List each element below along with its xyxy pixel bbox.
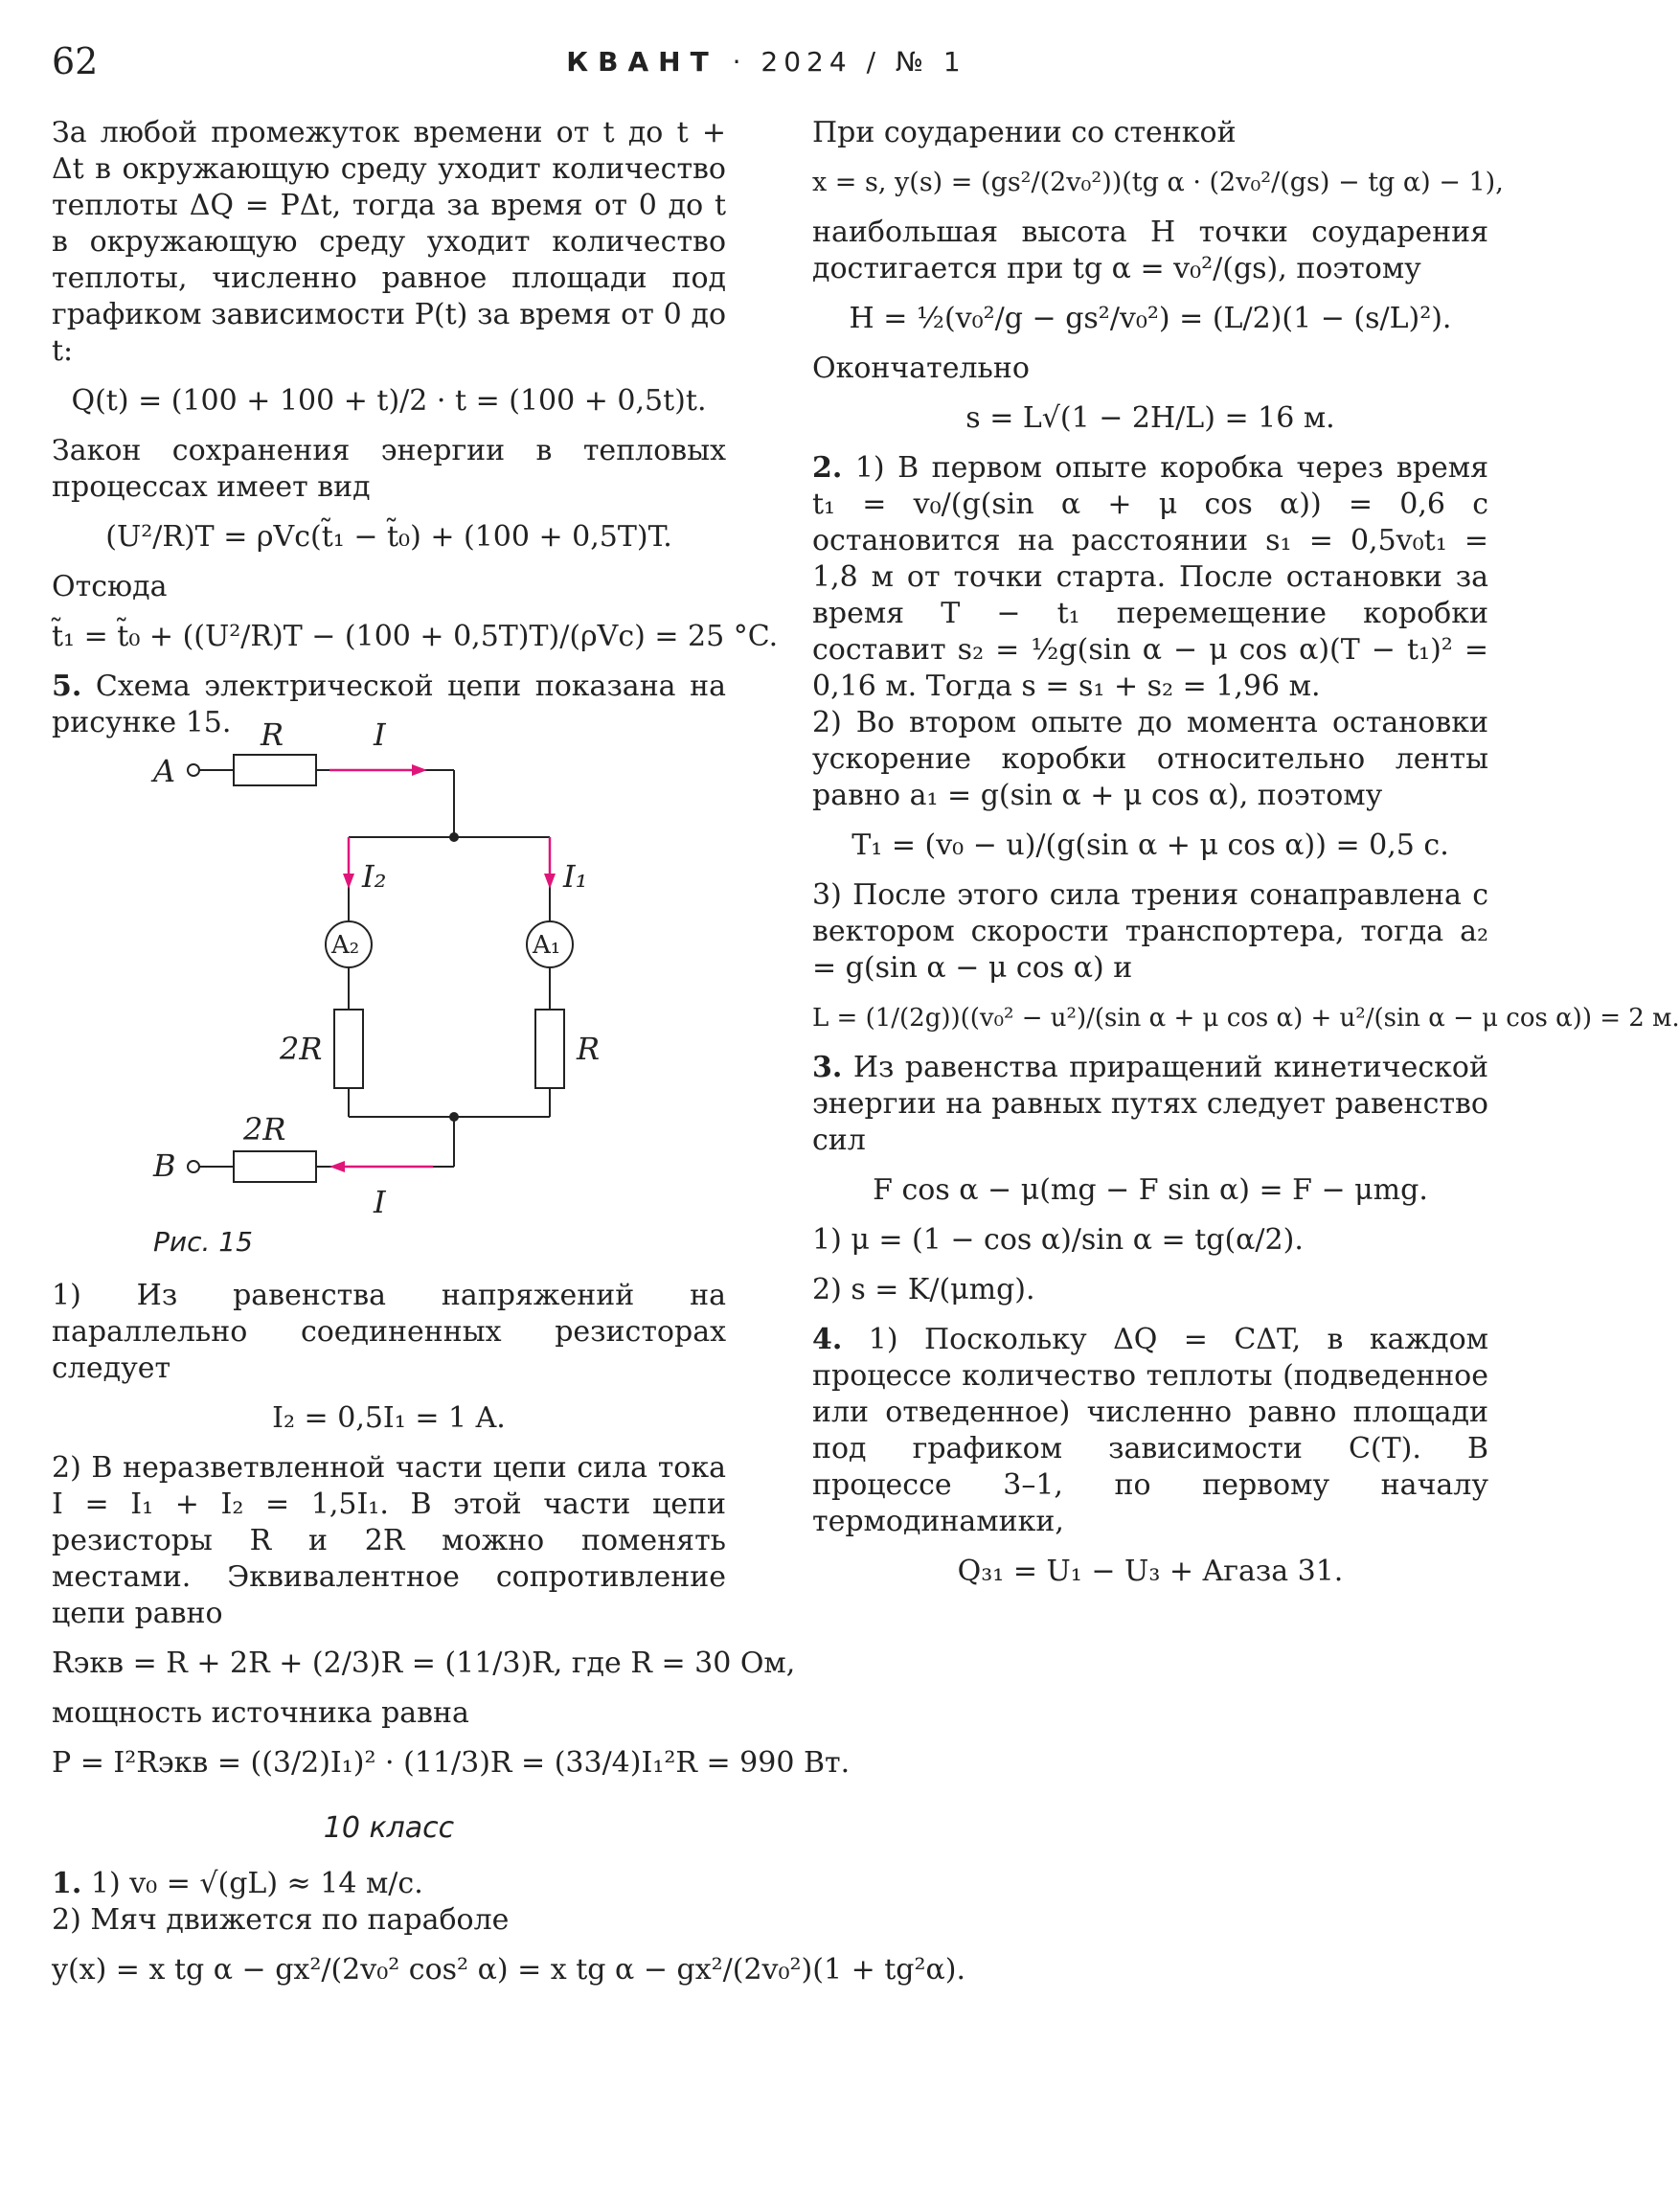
header-separator: · bbox=[717, 46, 761, 78]
section-heading: 10 класс bbox=[323, 1811, 455, 1845]
label-i1: I₁ bbox=[563, 858, 588, 895]
paragraph: За любой промежуток времени от t до t + Δt в окружающую среду уходит количество теплоты ΔQ = PΔt, тогда за время от 0 до t в окружающую среду уходит количество теплоты, численно равное площади под графиком зависимости P(t) за время от 0 до t: bbox=[52, 116, 726, 368]
paragraph: 1) Из равенства напряжений на параллельно соединенных резисторах следует bbox=[52, 1279, 726, 1385]
figure-caption: Рис. 15 bbox=[153, 1226, 253, 1258]
paragraph bbox=[812, 1322, 1488, 1540]
paragraph: 2) Во втором опыте до момента остановки ускорение коробки относительно ленты равно a₁ = g(sin α + μ cos α), поэтому bbox=[812, 706, 1488, 812]
journal-title: КВАНТ bbox=[566, 46, 718, 78]
problem-number: 2. bbox=[812, 451, 843, 485]
formula: 2) s = K/(μmg). bbox=[812, 1273, 1035, 1306]
label-r-right: R bbox=[577, 1031, 601, 1067]
problem-number: 1. bbox=[52, 1867, 82, 1900]
problem-number: 3. bbox=[812, 1051, 843, 1084]
label-2r: 2R bbox=[280, 1031, 323, 1067]
paragraph: Закон сохранения энергии в тепловых процессах имеет вид bbox=[52, 434, 726, 504]
problem-number: 4. bbox=[812, 1323, 843, 1356]
paragraph bbox=[812, 450, 1488, 705]
problem-text: 1) Поскольку ΔQ = CΔT, в каждом процессе количество теплоты (подведенное или отведенное) численно равно площади под графиком зависимости C(T). В процессе 3–1, по первому началу термодинамики, bbox=[812, 1323, 1488, 1538]
label-r: R bbox=[261, 716, 284, 753]
formula: I₂ = 0,5I₁ = 1 A. bbox=[272, 1401, 506, 1435]
problem-text: 1) v₀ = √(gL) ≈ 14 м/с. bbox=[81, 1867, 423, 1900]
resistor-2r-left bbox=[334, 1010, 363, 1088]
paragraph: Отсюда bbox=[52, 570, 168, 603]
page-number: 62 bbox=[52, 40, 99, 82]
paragraph: Окончательно bbox=[812, 352, 1030, 385]
formula: (U²/R)T = ρVc(t̃₁ − t̃₀) + (100 + 0,5T)T. bbox=[105, 520, 672, 554]
paragraph: наибольшая высота H точки соударения достигается при tg α = v₀²/(gs), поэтому bbox=[812, 216, 1488, 285]
formula: L = (1/(2g))((v₀² − u²)/(sin α + μ cos α) + u²/(sin α − μ cos α)) = 2 м. bbox=[812, 1004, 1680, 1033]
formula: P = I²Rэкв = ((3/2)I₁)² · (11/3)R = (33/4)I₁²R = 990 Вт. bbox=[52, 1746, 851, 1780]
label-i2: I₂ bbox=[362, 858, 387, 895]
formula: s = L√(1 − 2H/L) = 16 м. bbox=[965, 401, 1335, 435]
circuit-figure bbox=[52, 716, 726, 1278]
resistor-r-right bbox=[535, 1010, 564, 1088]
label-i: I bbox=[374, 716, 386, 753]
paragraph: 2) В неразветвленной части цепи сила тока I = I₁ + I₂ = 1,5I₁. В этой части цепи резисторы R и 2R можно поменять местами. Эквивалентное сопротивление цепи равно bbox=[52, 1451, 726, 1630]
problem-text: 1) В первом опыте коробка через время t₁ = v₀/(g(sin α + μ cos α)) = 0,6 с остановится на расстоянии s₁ = 0,5v₀t₁ = 1,8 м от точки старта. После остановки за время T − t₁ перемещение коробки составит s₂ = ½g(sin α − μ cos α)(T − t₁)² = 0,16 м. Тогда s = s₁ + s₂ = 1,96 м. bbox=[812, 451, 1488, 703]
junction-node bbox=[449, 832, 459, 842]
formula: Rэкв = R + 2R + (2/3)R = (11/3)R, где R = 30 Ом, bbox=[52, 1647, 796, 1680]
resistor-2r-bottom bbox=[234, 1151, 316, 1182]
formula: 1) μ = (1 − cos α)/sin α = tg(α/2). bbox=[812, 1223, 1304, 1257]
problem-text: Схема электрической цепи показана на рисунке 15. bbox=[52, 670, 726, 739]
formula: t̃₁ = t̃₀ + ((U²/R)T − (100 + 0,5T)T)/(ρVc) = 25 °C. bbox=[52, 620, 779, 653]
paragraph bbox=[52, 1866, 726, 1902]
label-a: A bbox=[153, 753, 176, 789]
formula: H = ½(v₀²/g − gs²/v₀²) = (L/2)(1 − (s/L)²). bbox=[849, 302, 1452, 335]
problem-text: Из равенства приращений кинетической энергии на равных путях следует равенство сил bbox=[812, 1051, 1488, 1157]
formula: Q(t) = (100 + 100 + t)/2 · t = (100 + 0,5t)t. bbox=[71, 384, 707, 418]
resistor-r-top bbox=[234, 755, 316, 785]
formula: x = s, y(s) = (gs²/(2v₀²))(tg α · (2v₀²/(gs) − tg α) − 1), bbox=[812, 168, 1504, 197]
running-header bbox=[0, 46, 1532, 78]
label-2r-bottom: 2R bbox=[243, 1111, 286, 1147]
circuit-diagram bbox=[52, 741, 726, 1278]
terminal-b bbox=[188, 1161, 199, 1172]
terminal-a bbox=[188, 764, 199, 776]
label-b: B bbox=[153, 1147, 176, 1184]
problem-number: 5. bbox=[52, 670, 82, 703]
paragraph: 3) После этого сила трения сонаправлена с вектором скорости транспортера, тогда a₂ = g(sin α − μ cos α) и bbox=[812, 878, 1488, 985]
junction-node bbox=[449, 1112, 459, 1122]
paragraph: мощность источника равна bbox=[52, 1696, 469, 1730]
formula: T₁ = (v₀ − u)/(g(sin α + μ cos α)) = 0,5 с. bbox=[851, 829, 1449, 862]
paragraph bbox=[52, 669, 726, 741]
label-a1: A₁ bbox=[533, 931, 561, 960]
paragraph: При соударении со стенкой bbox=[812, 116, 1237, 149]
paragraph: 2) Мяч движется по параболе bbox=[52, 1903, 510, 1937]
journal-issue: 2024 / № 1 bbox=[761, 46, 966, 78]
formula: F cos α − μ(mg − F sin α) = F − μmg. bbox=[873, 1173, 1428, 1207]
paragraph bbox=[812, 1050, 1488, 1159]
right-column bbox=[812, 115, 1680, 1603]
formula: y(x) = x tg α − gx²/(2v₀² cos² α) = x tg α − gx²/(2v₀²)(1 + tg²α). bbox=[52, 1953, 966, 1987]
formula: Q₃₁ = U₁ − U₃ + Aгаза 31. bbox=[957, 1555, 1344, 1588]
label-i-bottom: I bbox=[374, 1184, 386, 1220]
label-a2: A₂ bbox=[331, 931, 360, 960]
